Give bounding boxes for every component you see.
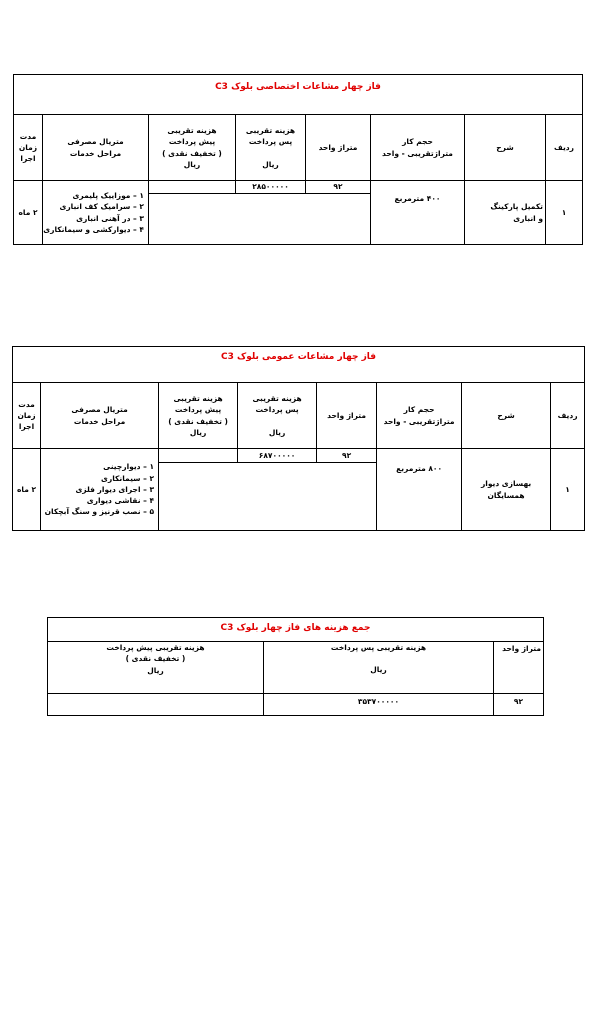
header-volume-line: حجم کار [402, 137, 433, 147]
header-pre-payment [159, 383, 238, 449]
cell-materials [41, 449, 159, 531]
cell-pre-payment [149, 181, 236, 194]
material-item: ۱ – موزاییک پلیمری [72, 191, 144, 200]
header-material-line: مراحل خدمات [73, 416, 126, 426]
cell-pre-payment [159, 449, 238, 463]
header-post-line: پس پرداخت [248, 137, 293, 147]
cell-description [462, 449, 551, 531]
header-post-line: ریال [370, 665, 387, 675]
header-pre-line: ریال [189, 427, 207, 437]
header-pre-payment [149, 115, 236, 181]
header-pre-line: ریال [183, 159, 201, 169]
header-material [41, 383, 159, 449]
header-pre-line: هزینه تقریبی پیش پرداخت [106, 643, 205, 652]
description-line: بهسازی دیوار [480, 479, 532, 489]
header-material-line: مراحل خدمات [69, 148, 122, 158]
description-line: و انباری [513, 213, 543, 223]
header-description: شرح [465, 115, 546, 181]
material-item: ۲ – سرامیک کف انباری [59, 202, 144, 212]
cell-unit-area: ۹۲ [317, 449, 377, 463]
header-post-payment [264, 642, 494, 694]
cell-unit-area: ۹۲ [494, 694, 544, 716]
header-material-line: متریال مصرفی [67, 137, 124, 147]
header-post-line: هزینه تقریبی [245, 126, 296, 136]
cell-post-payment: ۲۸۵۰۰۰۰۰ [236, 181, 306, 194]
header-post-payment [236, 115, 306, 181]
header-post-payment [238, 383, 317, 449]
header-unit-area: متراژ واحد [306, 115, 371, 181]
header-pre-line: ( تخفیف نقدی ) [162, 148, 222, 158]
header-unit-area: متراژ واحد [317, 383, 377, 449]
header-volume-line: متراژتقریبی - واحد [383, 416, 455, 426]
header-pre-line: ریال [147, 665, 164, 675]
table-title: فاز چهار مشاعات اختصاصی بلوک C3 [14, 75, 583, 115]
header-row-index: ردیف [551, 383, 585, 449]
header-pre-line: پیش پرداخت [174, 405, 222, 415]
header-volume-line: متراژتقریبی - واحد [382, 148, 453, 158]
header-pre-line: هزینه تقریبی [173, 394, 223, 403]
cell-description [465, 181, 546, 245]
material-item: ۵ – نصب قرنیز و سنگ آبچکان [44, 507, 155, 517]
empty-cell [159, 463, 377, 531]
header-description: شرح [462, 383, 551, 449]
header-unit-area: متراژ واحد [494, 642, 544, 694]
material-item: ۲ – سیمانکاری [101, 473, 155, 483]
cell-row-index: ۱ [546, 181, 583, 245]
cell-volume: ۸۰۰ مترمربع [377, 449, 462, 531]
header-post-line: هزینه تقریبی [252, 394, 302, 404]
header-post-line: هزینه تقریبی پس پرداخت [330, 643, 427, 652]
cell-unit-area: ۹۲ [306, 181, 371, 194]
material-item: ۴ – نقاشی دیواری [86, 496, 155, 506]
header-post-line: پس پرداخت [255, 405, 299, 415]
header-post-line: ریال [262, 159, 279, 169]
table-title: جمع هزینه های فاز چهار بلوک C3 [48, 618, 544, 642]
header-post-line: ریال [268, 427, 286, 437]
header-duration [13, 383, 41, 449]
table-public-common-areas [12, 346, 585, 531]
material-item: ۳ – اجرای دیوار فلزی [75, 484, 155, 494]
header-duration-line: مدت [18, 399, 35, 409]
header-volume [371, 115, 465, 181]
table-phase-total [47, 617, 544, 716]
table-title: فاز چهار مشاعات عمومی بلوک C3 [13, 347, 585, 383]
header-duration-line: زمان اجرا [18, 142, 38, 164]
header-duration-line: مدت [19, 131, 37, 141]
header-pre-line: پیش پرداخت [168, 137, 216, 147]
cell-volume: ۴۰۰ مترمربع [371, 181, 465, 245]
header-material-line: متریال مصرفی [71, 405, 128, 415]
header-row-index: ردیف [546, 115, 583, 181]
material-item: ۱ – دیوارچینی [103, 462, 155, 472]
description-line: تکمیل پارکینگ [490, 202, 543, 212]
cell-post-payment: ۳۵۳۷۰۰۰۰۰ [264, 694, 494, 716]
cell-post-payment: ۶۸۷۰۰۰۰۰ [238, 449, 317, 463]
cell-materials [43, 181, 149, 245]
cell-row-index: ۱ [551, 449, 585, 531]
description-line: همسایگان [487, 490, 525, 500]
header-pre-payment [48, 642, 264, 694]
header-duration-line: اجرا [18, 422, 35, 432]
empty-cell [149, 194, 371, 245]
cell-duration: ۲ ماه [14, 181, 43, 245]
header-volume-line: حجم کار [403, 405, 435, 415]
table-private-common-areas [13, 74, 583, 245]
header-material [43, 115, 149, 181]
cell-pre-payment [48, 694, 264, 716]
header-pre-line: ( تخفیف نقدی ) [168, 416, 228, 426]
header-duration [14, 115, 43, 181]
material-item: ۴ – دیوارکشی و سیمانکاری [43, 224, 144, 234]
cell-duration: ۲ ماه [13, 449, 41, 531]
header-pre-line: هزینه تقریبی [167, 126, 217, 135]
header-volume [377, 383, 462, 449]
material-item: ۳ – در آهنی انباری [76, 213, 144, 223]
header-duration-line: زمان [17, 410, 36, 420]
header-pre-line: ( تخفیف نقدی ) [125, 654, 186, 664]
